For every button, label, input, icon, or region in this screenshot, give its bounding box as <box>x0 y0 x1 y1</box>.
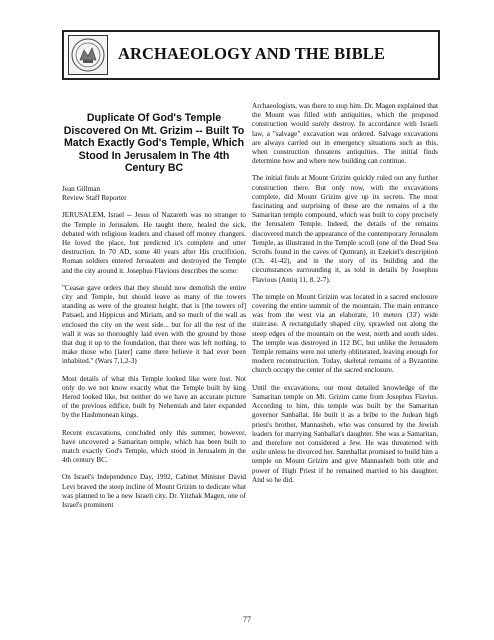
article-paragraph: Archaeologists, was there to stop him. Dr. Magen explained that the Mount was filled with antiquities, which the proposed construction would surely destroy. In accordance with Israeli law, a "salvage" excavation was ordered. Salvage excavations are always carried out in emergency situations such as this, when construction threatens antiquities. The initial finds determine how and where new building can continue. <box>252 102 438 166</box>
article-paragraph: Until the excavations, our most detailed knowledge of the Samaritan temple on Mt. Grizim came from Josephus Flavius. According to him, this temple was built by the Samaritan governor Sanballat. He built it as a bribe to the Judean high priest's brother, Mannasheh, who was censured by the Jewish leaders for marrying Sanballat's daughter. She was a Samaritan, and therefore not considered a Jew. He was threatened with exile unless he divorced her. Sannballat promised to build him a temple on Mount Grizim and give Mannasheh both title and power of High Priest if he remained married to his daughter. And so he did. <box>252 383 438 484</box>
article-paragraph: JERUSALEM, Israel -- Jesus of Nazareth was no stranger to the Temple in Jerusalem. He taught there, healed the sick, debated with religious leaders and chased off money changers. He loved the place, but predicted it's complete and utter destruction. In 70 AD, some 40 years after His crucifixion, Roman soldiers entered Jerusalem and destroyed the Temple and the city around it. Josephus Flavious describes the scene: <box>62 211 246 275</box>
article-paragraph: Most details of what this Temple looked like were lost. Not only do we not know exactly what the Temple built by king Herod looked like, but neither do we have an accurate picture of the previous edifice, built by Nehemiah and later expanded by the Hashmonean kings. <box>62 374 246 420</box>
section-title: ARCHAEOLOGY AND THE BIBLE <box>118 44 386 63</box>
page-number: 77 <box>243 615 251 624</box>
archaeology-seal-icon <box>68 35 108 75</box>
article-headline: Duplicate Of God's Temple Discovered On Mt. Grizim -- Built To Match Exactly God's Temple, Which Stood In Jerusalem In The 4th Century BC <box>63 112 245 175</box>
article-quote: "Ceasar gave orders that they should now demolish the entire city and Temple, but should leave as many of the towers standing as were of the greatest height, that is [the towers of] Patsael, and Hippicus and Miriam, and so much of the wall as enclosed the city on the west side... but for all the rest of the wall it was so thoroughly laid even with the ground by those that dug it up to the foundation, that there was left nothing, to make those who [later] came there believe it had ever been inhabited." (Wars 7,1,2-3) <box>62 283 246 366</box>
article-paragraph: On Israel's Independence Day, 1992, Cabinet Minister David Levi braved the steep incline of Mount Grizim to dedicate what was planned to be a new Israeli city. Dr. Yitzhak Magen, one of Israel's prominent <box>62 473 246 510</box>
section-header <box>62 30 440 80</box>
article-paragraph: The initial finds at Mount Grizim quickly ruled out any further construction there. But only now, with the excavations complete, did Mount Grizim give up its secrets. The most fascinating and surprising of these are the remains of a the Samaritan temple compound, which was built to copy precisely the Jerusalem Temple. Indeed, the details of the remains discovered match the appearance of the contemporary Jerusalem Temple, as illustrated in the Temple scroll (one of the Dead Sea Scrolls found in the caves of Qumran), in Ezekiel's description (Ch. 41-42), and in the story of its building and the circumstances surrounding it, as told in details by Josephus Flavious (Antiq 11, 8, 2-7). <box>252 174 438 284</box>
left-column <box>62 102 246 518</box>
author-title: Review Staff Reporter <box>62 194 127 203</box>
article-paragraph: The temple on Mount Grizim was located in a sacred enclosure covering the entire summit of the mountain. The main entrance was from the west via an elaborate, 10 meters (33') wide staircase. A rectangularly shaped city, sprawled out along the steep edges of the mountain on the west, north and south sides. The temple was destroyed in 112 BC, but unlike the Jerusalem Temple remains were not utterly obliterated, leaving enough for modern reconstruction. Today, skeletal remains of a Byzantine church occupy the center of the sacred enclosure. <box>252 292 438 375</box>
article-paragraph: Recent excavations, concluded only this summer, however, have uncovered a Samaritan temple, which has been built to match exactly God's Temple, which stood in Jerusalem in the 4th century BC. <box>62 428 246 465</box>
author-name: Jean Gillman <box>62 184 101 193</box>
right-column <box>252 102 438 493</box>
